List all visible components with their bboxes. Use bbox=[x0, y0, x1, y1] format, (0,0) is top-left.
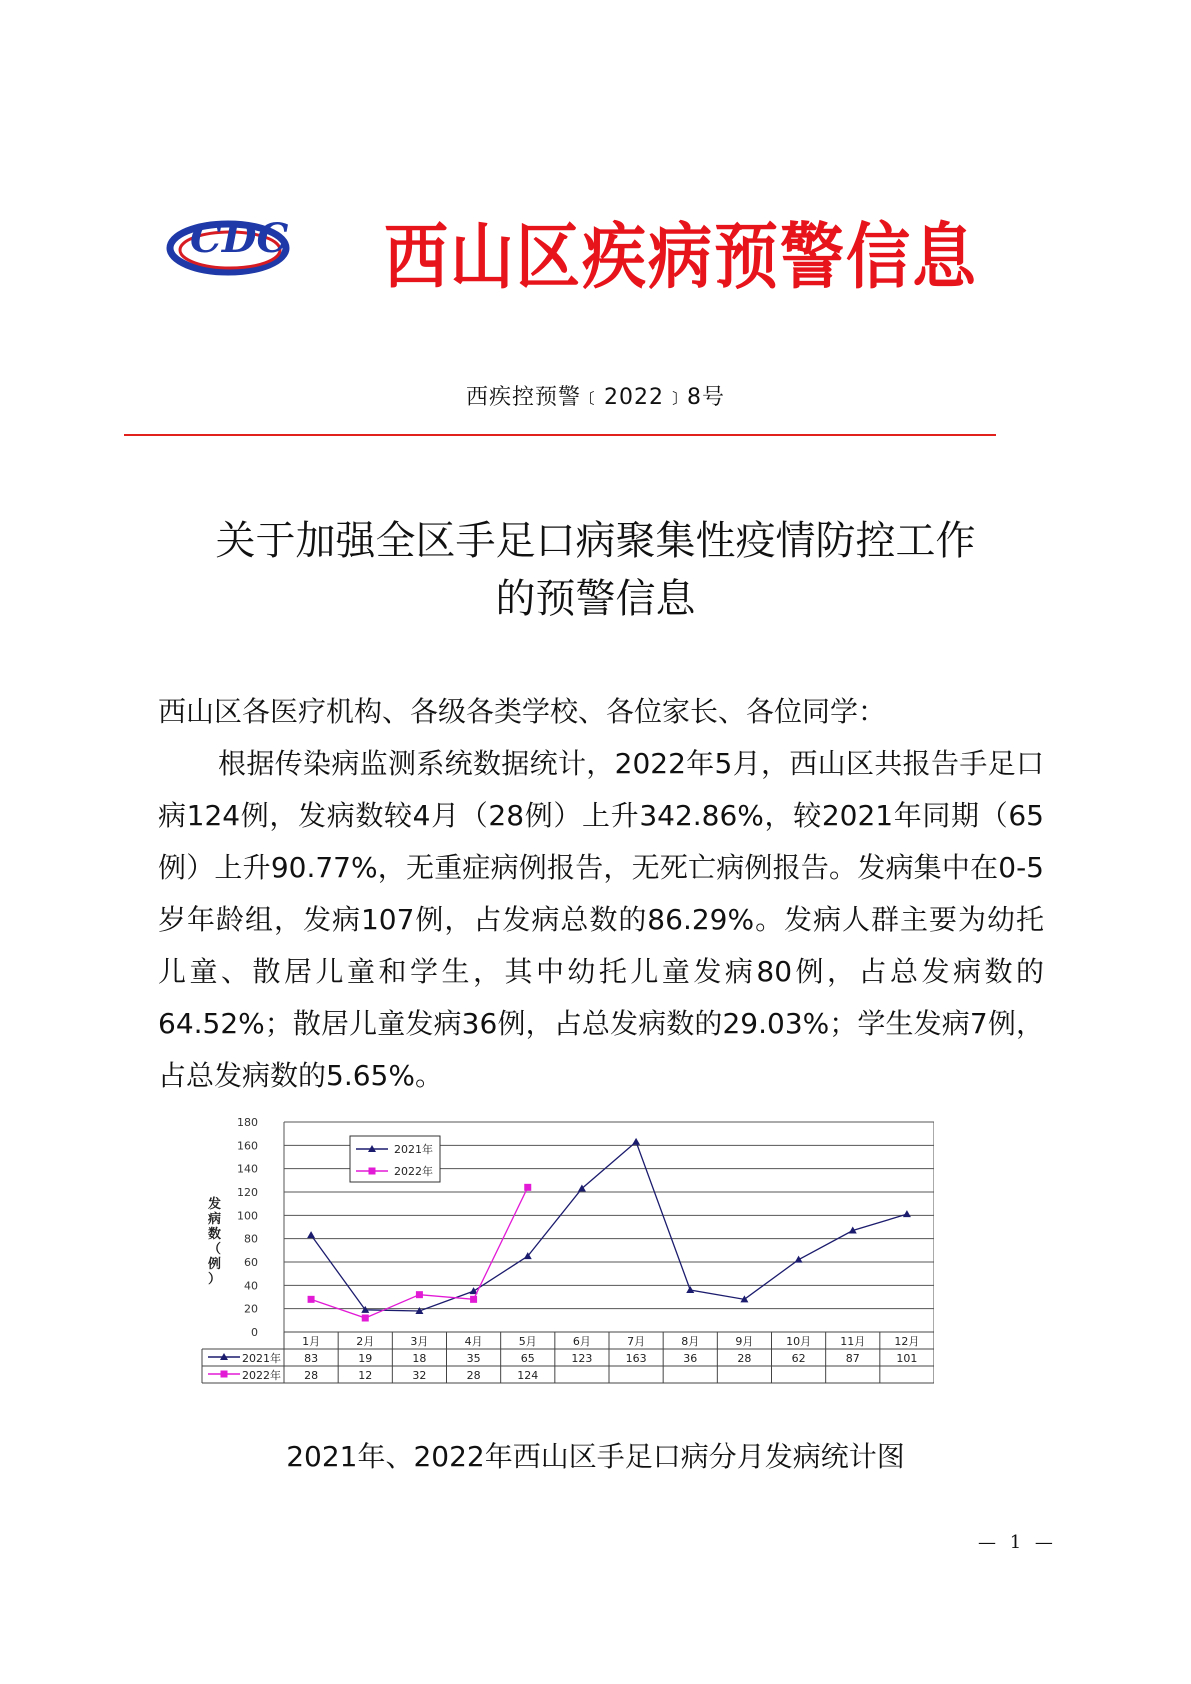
table-cell-value: 65 bbox=[520, 1352, 535, 1365]
y-tick-label: 120 bbox=[237, 1186, 258, 1199]
masthead-title: 西山区疾病预警信息 bbox=[384, 216, 978, 300]
y-tick-label: 180 bbox=[237, 1118, 258, 1129]
y-tick-label: 160 bbox=[237, 1139, 258, 1153]
x-category-label: 10月 bbox=[786, 1335, 812, 1348]
table-cell-value: 123 bbox=[571, 1352, 593, 1365]
table-series-marker bbox=[221, 1371, 228, 1378]
data-point bbox=[307, 1231, 315, 1238]
data-point bbox=[416, 1291, 423, 1298]
x-category-label: 12月 bbox=[894, 1335, 920, 1348]
y-axis-label: 发病数（例） bbox=[208, 1197, 222, 1287]
x-category-label: 9月 bbox=[735, 1335, 754, 1348]
table-cell-value: 36 bbox=[683, 1352, 698, 1365]
chart-svg bbox=[196, 1118, 934, 1400]
legend-label: 2022年 bbox=[394, 1165, 433, 1178]
table-cell-value: 62 bbox=[791, 1352, 806, 1365]
table-cell-value: 19 bbox=[358, 1352, 373, 1365]
table-cell-value: 28 bbox=[466, 1369, 481, 1382]
salutation: 西山区各医疗机构、各级各类学校、各位家长、各位同学： bbox=[158, 695, 887, 728]
y-tick-label: 20 bbox=[244, 1302, 258, 1316]
chart-caption: 2021年、2022年西山区手足口病分月发病统计图 bbox=[286, 1440, 905, 1473]
table-cell-value: 35 bbox=[466, 1352, 481, 1365]
x-category-label: 2月 bbox=[356, 1335, 375, 1348]
data-point bbox=[686, 1286, 694, 1293]
title-line-2: 的预警信息 bbox=[495, 576, 696, 622]
x-category-label: 7月 bbox=[627, 1335, 646, 1348]
page-number: — 1 — bbox=[978, 1532, 1057, 1553]
x-category-label: 4月 bbox=[464, 1335, 483, 1348]
x-category-label: 1月 bbox=[302, 1335, 321, 1348]
y-tick-label: 0 bbox=[251, 1326, 258, 1339]
data-point bbox=[795, 1256, 803, 1263]
x-category-label: 6月 bbox=[572, 1335, 591, 1348]
y-tick-label: 100 bbox=[237, 1209, 258, 1223]
logo-text: CDC bbox=[190, 215, 289, 262]
table-cell-value: 18 bbox=[412, 1352, 427, 1365]
legend-label: 2021年 bbox=[394, 1143, 433, 1156]
data-point bbox=[362, 1315, 369, 1322]
table-cell-value: 12 bbox=[358, 1369, 373, 1382]
table-cell-value: 28 bbox=[737, 1352, 752, 1365]
y-tick-label: 80 bbox=[244, 1232, 258, 1246]
y-tick-label: 140 bbox=[237, 1162, 258, 1176]
y-tick-label: 40 bbox=[244, 1279, 258, 1293]
header-divider bbox=[124, 434, 996, 436]
table-cell-value: 87 bbox=[845, 1352, 860, 1365]
body-text bbox=[158, 686, 1044, 1102]
document-title bbox=[0, 512, 1191, 628]
data-point bbox=[470, 1296, 477, 1303]
title-line-1: 关于加强全区手足口病聚集性疫情防控工作 bbox=[215, 518, 976, 564]
legend-marker bbox=[369, 1168, 376, 1175]
table-cell-value: 124 bbox=[517, 1369, 539, 1382]
body-paragraph: 根据传染病监测系统数据统计，2022年5月，西山区共报告手足口病124例，发病数较4月（28例）上升342.86%，较2021年同期（65例）上升90.77%，无重症病例报告，无死亡病例报告。发病集中在0-5岁年龄组，发病107例，占发病总数的86.29%。发病人群主要为幼托儿童、散居儿童和学生，其中幼托儿童发病80例，占总发病数的64.52%；散居儿童发病36例，占总发病数的29.03%；学生发病7例，占总发病数的5.65%。 bbox=[158, 747, 1044, 1092]
data-point bbox=[903, 1210, 911, 1217]
x-category-label: 8月 bbox=[681, 1335, 700, 1348]
line-chart bbox=[196, 1118, 934, 1400]
x-category-label: 11月 bbox=[840, 1335, 866, 1348]
table-cell-value: 101 bbox=[896, 1352, 918, 1365]
table-series-name: 2021年 bbox=[242, 1352, 281, 1365]
table-series-name: 2022年 bbox=[242, 1369, 281, 1382]
table-cell-value: 83 bbox=[304, 1352, 319, 1365]
data-point bbox=[524, 1184, 531, 1191]
x-category-label: 5月 bbox=[518, 1335, 537, 1348]
table-cell-value: 28 bbox=[304, 1369, 319, 1382]
series-line bbox=[311, 1187, 528, 1318]
table-cell-value: 163 bbox=[625, 1352, 647, 1365]
y-tick-label: 60 bbox=[244, 1256, 258, 1269]
cdc-logo bbox=[166, 208, 294, 278]
table-cell-value: 32 bbox=[412, 1369, 427, 1382]
data-point bbox=[632, 1138, 640, 1145]
document-number: 西疾控预警﹝2022﹞8号 bbox=[466, 385, 725, 410]
x-category-label: 3月 bbox=[410, 1335, 429, 1348]
data-point bbox=[308, 1296, 315, 1303]
